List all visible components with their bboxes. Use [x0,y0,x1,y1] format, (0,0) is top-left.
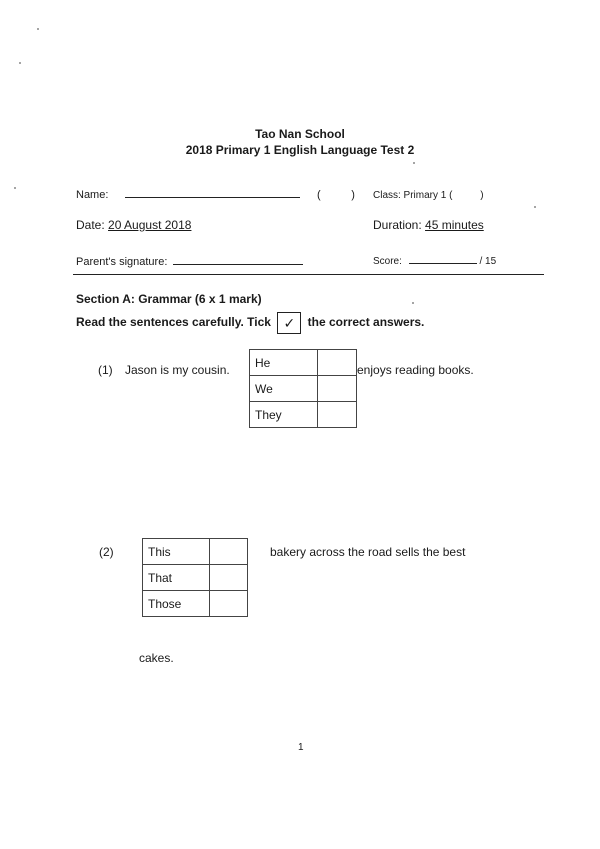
duration-label: Duration: [373,218,422,232]
question-1-text: Jason is my cousin. [125,363,230,377]
duration-value: 45 minutes [425,218,484,232]
answer-tick-box[interactable] [318,350,357,376]
option-row [250,402,357,428]
scan-speck [14,187,16,189]
signature-blank [173,264,303,265]
question-1-number: (1) [98,363,113,377]
option-label: This [143,539,210,565]
option-row [143,565,248,591]
date-label: Date: [76,218,105,232]
scan-speck [413,162,415,164]
answer-tick-box[interactable] [210,591,248,617]
signature-field [76,256,303,268]
date-field [76,218,191,232]
duration-field [373,218,484,232]
header-divider [73,274,544,275]
question-2-continuation: cakes. [139,651,174,665]
index-number-blank: ( ) [317,189,355,201]
score-label: Score: [373,256,402,267]
school-name: Tao Nan School [255,127,345,141]
name-field [76,189,300,201]
name-label: Name: [76,189,109,201]
option-label: That [143,565,210,591]
scan-speck [19,62,21,64]
scan-speck [534,206,536,208]
answer-tick-box[interactable] [210,565,248,591]
name-blank [125,197,300,198]
option-label: He [250,350,318,376]
page-number: 1 [298,742,304,753]
date-value: 20 August 2018 [108,218,192,232]
section-instruction [76,312,424,334]
question-2-options [142,538,248,617]
answer-tick-box[interactable] [210,539,248,565]
section-title: Section A: Grammar (6 x 1 mark) [76,292,262,306]
question-2-suffix: bakery across the road sells the best [270,545,466,559]
instruction-text-end: the correct answers. [307,315,425,330]
test-title: 2018 Primary 1 English Language Test 2 [185,143,415,157]
option-row [143,591,248,617]
question-2-number: (2) [99,545,114,559]
tick-example-icon: ✓ [277,312,301,334]
question-1-suffix: enjoys reading books. [357,363,474,377]
question-1-options [249,349,357,428]
score-blank [409,263,477,264]
option-label: We [250,376,318,402]
answer-tick-box[interactable] [318,402,357,428]
option-label: They [250,402,318,428]
option-row [143,539,248,565]
score-total: / 15 [479,256,497,267]
instruction-text: Read the sentences carefully. Tick [76,315,271,330]
signature-label: Parent's signature: [76,256,168,268]
score-field [373,256,496,267]
class-field: Class: Primary 1 ( ) [373,190,484,201]
option-row [250,350,357,376]
scan-speck [37,28,39,30]
scan-speck [412,302,414,304]
option-label: Those [143,591,210,617]
option-row [250,376,357,402]
answer-tick-box[interactable] [318,376,357,402]
